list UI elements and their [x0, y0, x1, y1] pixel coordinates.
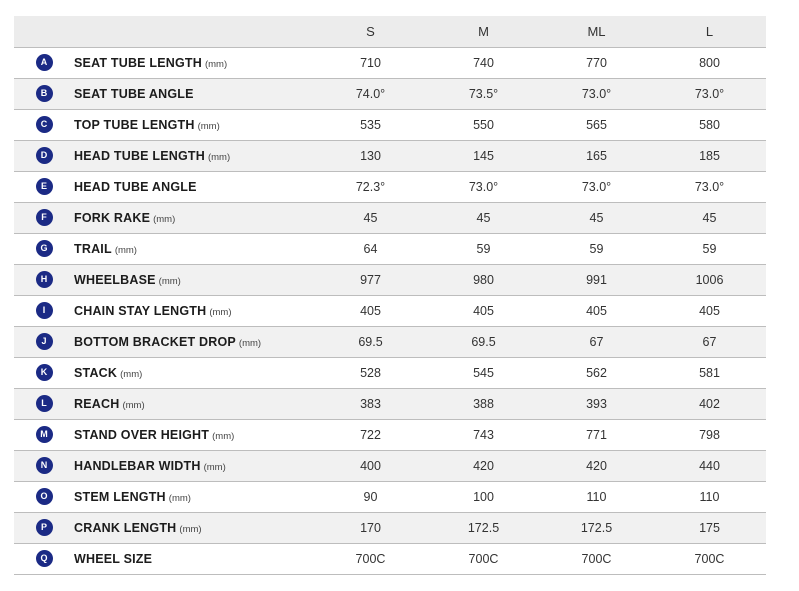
table-header-row — [14, 16, 766, 47]
table-row — [14, 109, 766, 140]
table-row — [14, 233, 766, 264]
table-row — [14, 388, 766, 419]
table-row — [14, 326, 766, 357]
row-letter-cell — [14, 233, 74, 264]
row-letter-cell — [14, 450, 74, 481]
table-row — [14, 295, 766, 326]
value-cell-l: 440 — [653, 450, 766, 481]
table-row — [14, 419, 766, 450]
row-label-cell — [74, 140, 314, 171]
row-label-cell — [74, 326, 314, 357]
value-cell-ml: 420 — [540, 450, 653, 481]
value-cell-s: 45 — [314, 202, 427, 233]
value-cell-m: 145 — [427, 140, 540, 171]
measurement-unit: (mm) — [114, 244, 137, 256]
value-cell-s: 72.3° — [314, 171, 427, 202]
row-letter-cell — [14, 264, 74, 295]
value-cell-m: 388 — [427, 388, 540, 419]
measurement-name: WHEELBASE — [74, 272, 156, 287]
value-cell-l: 59 — [653, 233, 766, 264]
row-label-cell — [74, 357, 314, 388]
value-cell-ml: 45 — [540, 202, 653, 233]
letter-badge: E — [36, 178, 53, 195]
measurement-name: HEAD TUBE ANGLE — [74, 179, 197, 194]
value-cell-m: 980 — [427, 264, 540, 295]
value-cell-s: 700C — [314, 543, 427, 574]
row-letter-cell — [14, 202, 74, 233]
value-cell-l: 405 — [653, 295, 766, 326]
header-size-m: M — [478, 23, 489, 39]
measurement-name: HEAD TUBE LENGTH — [74, 148, 205, 163]
value-cell-m: 743 — [427, 419, 540, 450]
table-row — [14, 357, 766, 388]
measurement-unit: (mm) — [212, 430, 235, 442]
row-label-cell — [74, 419, 314, 450]
table-row — [14, 512, 766, 543]
value-cell-ml: 172.5 — [540, 512, 653, 543]
header-size-l: L — [705, 23, 714, 39]
value-cell-s: 90 — [314, 481, 427, 512]
value-cell-s: 74.0° — [314, 78, 427, 109]
header-blank-letter — [14, 16, 74, 47]
measurement-unit: (mm) — [204, 58, 228, 70]
measurement-name: CHAIN STAY LENGTH — [74, 303, 207, 318]
measurement-name: HANDLEBAR WIDTH — [74, 458, 201, 473]
value-cell-m: 172.5 — [427, 512, 540, 543]
row-letter-cell — [14, 140, 74, 171]
value-cell-l: 175 — [653, 512, 766, 543]
value-cell-s: 130 — [314, 140, 427, 171]
table-row — [14, 78, 766, 109]
measurement-name: SEAT TUBE ANGLE — [74, 86, 194, 101]
table-row — [14, 171, 766, 202]
header-size-s: S — [366, 23, 375, 39]
letter-badge: A — [36, 54, 53, 71]
letter-badge: D — [36, 147, 53, 164]
row-label-cell — [74, 264, 314, 295]
row-letter-cell — [14, 543, 74, 574]
row-letter-cell — [14, 512, 74, 543]
value-cell-ml: 405 — [540, 295, 653, 326]
value-cell-l: 581 — [653, 357, 766, 388]
letter-badge: P — [36, 519, 53, 536]
letter-badge: G — [36, 240, 53, 257]
value-cell-s: 535 — [314, 109, 427, 140]
measurement-unit: (mm) — [179, 523, 202, 535]
value-cell-m: 73.5° — [427, 78, 540, 109]
measurement-name: BOTTOM BRACKET DROP — [74, 334, 236, 349]
value-cell-l: 73.0° — [653, 171, 766, 202]
row-label-cell — [74, 202, 314, 233]
measurement-unit: (mm) — [238, 337, 262, 349]
row-label-cell — [74, 388, 314, 419]
value-cell-l: 110 — [653, 481, 766, 512]
row-label-cell — [74, 171, 314, 202]
value-cell-m: 73.0° — [427, 171, 540, 202]
letter-badge: I — [36, 302, 53, 319]
letter-badge: L — [36, 395, 53, 412]
letter-badge: F — [36, 209, 53, 226]
table-body — [14, 47, 766, 574]
value-cell-l: 45 — [653, 202, 766, 233]
measurement-unit: (mm) — [168, 492, 191, 504]
value-cell-s: 64 — [314, 233, 427, 264]
row-letter-cell — [14, 326, 74, 357]
measurement-name: CRANK LENGTH — [74, 520, 177, 535]
value-cell-s: 170 — [314, 512, 427, 543]
value-cell-s: 977 — [314, 264, 427, 295]
measurement-name: STAND OVER HEIGHT — [74, 427, 210, 442]
value-cell-ml: 770 — [540, 47, 653, 78]
value-cell-ml: 393 — [540, 388, 653, 419]
value-cell-l: 402 — [653, 388, 766, 419]
measurement-unit: (mm) — [158, 275, 181, 287]
value-cell-ml: 771 — [540, 419, 653, 450]
measurement-name: WHEEL SIZE — [74, 551, 153, 566]
row-label-cell — [74, 78, 314, 109]
row-letter-cell — [14, 419, 74, 450]
value-cell-m: 100 — [427, 481, 540, 512]
value-cell-s: 400 — [314, 450, 427, 481]
measurement-unit: (mm) — [207, 151, 231, 163]
row-label-cell — [74, 47, 314, 78]
table-row — [14, 202, 766, 233]
measurement-name: STACK — [74, 365, 118, 380]
value-cell-ml: 562 — [540, 357, 653, 388]
letter-badge: H — [36, 271, 53, 288]
row-letter-cell — [14, 109, 74, 140]
value-cell-m: 740 — [427, 47, 540, 78]
value-cell-l: 1006 — [653, 264, 766, 295]
value-cell-s: 710 — [314, 47, 427, 78]
value-cell-s: 383 — [314, 388, 427, 419]
value-cell-m: 550 — [427, 109, 540, 140]
letter-badge: Q — [36, 550, 53, 567]
value-cell-ml: 73.0° — [540, 171, 653, 202]
row-letter-cell — [14, 357, 74, 388]
value-cell-m: 405 — [427, 295, 540, 326]
value-cell-s: 722 — [314, 419, 427, 450]
value-cell-l: 798 — [653, 419, 766, 450]
row-letter-cell — [14, 388, 74, 419]
value-cell-s: 528 — [314, 357, 427, 388]
geometry-table — [14, 16, 766, 575]
value-cell-ml: 991 — [540, 264, 653, 295]
value-cell-l: 700C — [653, 543, 766, 574]
value-cell-ml: 59 — [540, 233, 653, 264]
letter-badge: J — [36, 333, 53, 350]
header-blank-name — [74, 16, 314, 47]
value-cell-s: 69.5 — [314, 326, 427, 357]
value-cell-l: 67 — [653, 326, 766, 357]
value-cell-s: 405 — [314, 295, 427, 326]
value-cell-m: 59 — [427, 233, 540, 264]
row-letter-cell — [14, 47, 74, 78]
value-cell-l: 580 — [653, 109, 766, 140]
row-label-cell — [74, 295, 314, 326]
value-cell-m: 420 — [427, 450, 540, 481]
value-cell-m: 69.5 — [427, 326, 540, 357]
value-cell-m: 700C — [427, 543, 540, 574]
value-cell-ml: 700C — [540, 543, 653, 574]
row-label-cell — [74, 450, 314, 481]
letter-badge: K — [36, 364, 53, 381]
value-cell-ml: 565 — [540, 109, 653, 140]
row-label-cell — [74, 233, 314, 264]
measurement-name: FORK RAKE — [74, 210, 151, 225]
row-letter-cell — [14, 171, 74, 202]
measurement-unit: (mm) — [197, 120, 220, 132]
value-cell-ml: 73.0° — [540, 78, 653, 109]
table-row — [14, 140, 766, 171]
row-letter-cell — [14, 78, 74, 109]
table-row — [14, 47, 766, 78]
letter-badge: B — [36, 85, 53, 102]
measurement-name: SEAT TUBE LENGTH — [74, 55, 202, 70]
table-row — [14, 481, 766, 512]
row-label-cell — [74, 543, 314, 574]
value-cell-m: 45 — [427, 202, 540, 233]
row-letter-cell — [14, 295, 74, 326]
letter-badge: M — [36, 426, 53, 443]
value-cell-ml: 165 — [540, 140, 653, 171]
row-label-cell — [74, 512, 314, 543]
measurement-name: REACH — [74, 396, 120, 411]
value-cell-ml: 67 — [540, 326, 653, 357]
value-cell-m: 545 — [427, 357, 540, 388]
row-letter-cell — [14, 481, 74, 512]
value-cell-ml: 110 — [540, 481, 653, 512]
measurement-unit: (mm) — [153, 213, 176, 225]
table-row — [14, 264, 766, 295]
value-cell-l: 185 — [653, 140, 766, 171]
row-label-cell — [74, 109, 314, 140]
letter-badge: C — [36, 116, 53, 133]
measurement-unit: (mm) — [209, 306, 232, 318]
measurement-name: TRAIL — [74, 241, 112, 256]
value-cell-l: 800 — [653, 47, 766, 78]
value-cell-l: 73.0° — [653, 78, 766, 109]
measurement-name: STEM LENGTH — [74, 489, 166, 504]
measurement-unit: (mm) — [122, 399, 145, 411]
table-row — [14, 543, 766, 574]
measurement-unit: (mm) — [203, 461, 226, 473]
table-row — [14, 450, 766, 481]
row-label-cell — [74, 481, 314, 512]
measurement-name: TOP TUBE LENGTH — [74, 117, 195, 132]
letter-badge: N — [36, 457, 53, 474]
measurement-unit: (mm) — [120, 368, 143, 380]
header-size-ml: ML — [587, 23, 606, 39]
letter-badge: O — [36, 488, 53, 505]
